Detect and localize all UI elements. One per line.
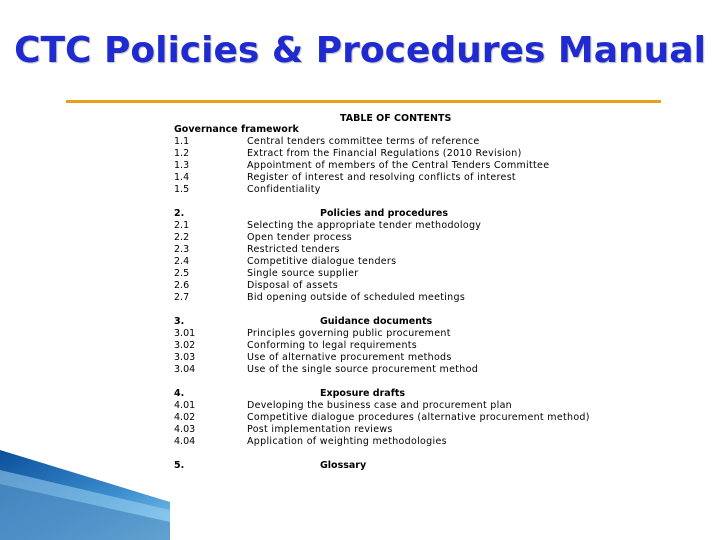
entry-number: 4.04 xyxy=(174,436,196,447)
section-heading: Governance framework xyxy=(174,124,299,135)
section-heading: Policies and procedures xyxy=(320,208,449,219)
entry-number: 1.1 xyxy=(174,136,190,147)
entry-title: Bid opening outside of scheduled meetings xyxy=(247,292,466,303)
entry-title: Disposal of assets xyxy=(247,280,338,291)
entry-number: 2.3 xyxy=(174,244,190,255)
title-underline xyxy=(66,100,661,103)
entry-title: Appointment of members of the Central Tenders Committee xyxy=(247,160,550,171)
entry-number: 1.4 xyxy=(174,172,190,183)
entry-number: 4.02 xyxy=(174,412,196,423)
entry-title: Post implementation reviews xyxy=(247,424,393,435)
entry-number: 2.1 xyxy=(174,220,190,231)
entry-title: Central tenders committee terms of reference xyxy=(247,136,480,147)
entry-number: 3.03 xyxy=(174,352,196,363)
entry-number: 2.7 xyxy=(174,292,190,303)
entry-number: 2.5 xyxy=(174,268,190,279)
entry-title: Open tender process xyxy=(247,232,352,243)
entry-title: Developing the business case and procurement plan xyxy=(247,400,513,411)
section-heading: Glossary xyxy=(320,460,367,471)
entry-title: Confidentiality xyxy=(247,184,321,195)
corner-decoration xyxy=(0,450,170,540)
entry-title: Restricted tenders xyxy=(247,244,340,255)
entry-number: 2.4 xyxy=(174,256,190,267)
section-number: 4. xyxy=(174,388,185,399)
entry-number: 4.01 xyxy=(174,400,196,411)
toc-heading: TABLE OF CONTENTS xyxy=(340,113,452,124)
entry-title: Selecting the appropriate tender methodology xyxy=(247,220,482,231)
entry-title: Single source supplier xyxy=(247,268,359,279)
entry-number: 3.02 xyxy=(174,340,196,351)
entry-title: Use of the single source procurement method xyxy=(247,364,479,375)
entry-number: 2.2 xyxy=(174,232,190,243)
entry-number: 1.3 xyxy=(174,160,190,171)
entry-title: Competitive dialogue tenders xyxy=(247,256,397,267)
entry-number: 3.01 xyxy=(174,328,196,339)
entry-number: 4.03 xyxy=(174,424,196,435)
entry-title: Register of interest and resolving conflicts of interest xyxy=(247,172,516,183)
entry-title: Conforming to legal requirements xyxy=(247,340,418,351)
entry-title: Application of weighting methodologies xyxy=(247,436,447,447)
entry-number: 3.04 xyxy=(174,364,196,375)
entry-title: Extract from the Financial Regulations (2010 Revision) xyxy=(247,148,522,159)
entry-title: Competitive dialogue procedures (alternative procurement method) xyxy=(247,412,590,423)
entry-number: 2.6 xyxy=(174,280,190,291)
slide-title: CTC Policies & Procedures Manual xyxy=(14,30,706,71)
section-number: 2. xyxy=(174,208,185,219)
entry-title: Principles governing public procurement xyxy=(247,328,451,339)
entry-number: 1.2 xyxy=(174,148,190,159)
section-number: 5. xyxy=(174,460,185,471)
entry-title: Use of alternative procurement methods xyxy=(247,352,452,363)
section-heading: Exposure drafts xyxy=(320,388,406,399)
section-heading: Guidance documents xyxy=(320,316,433,327)
entry-number: 1.5 xyxy=(174,184,190,195)
section-number: 3. xyxy=(174,316,185,327)
